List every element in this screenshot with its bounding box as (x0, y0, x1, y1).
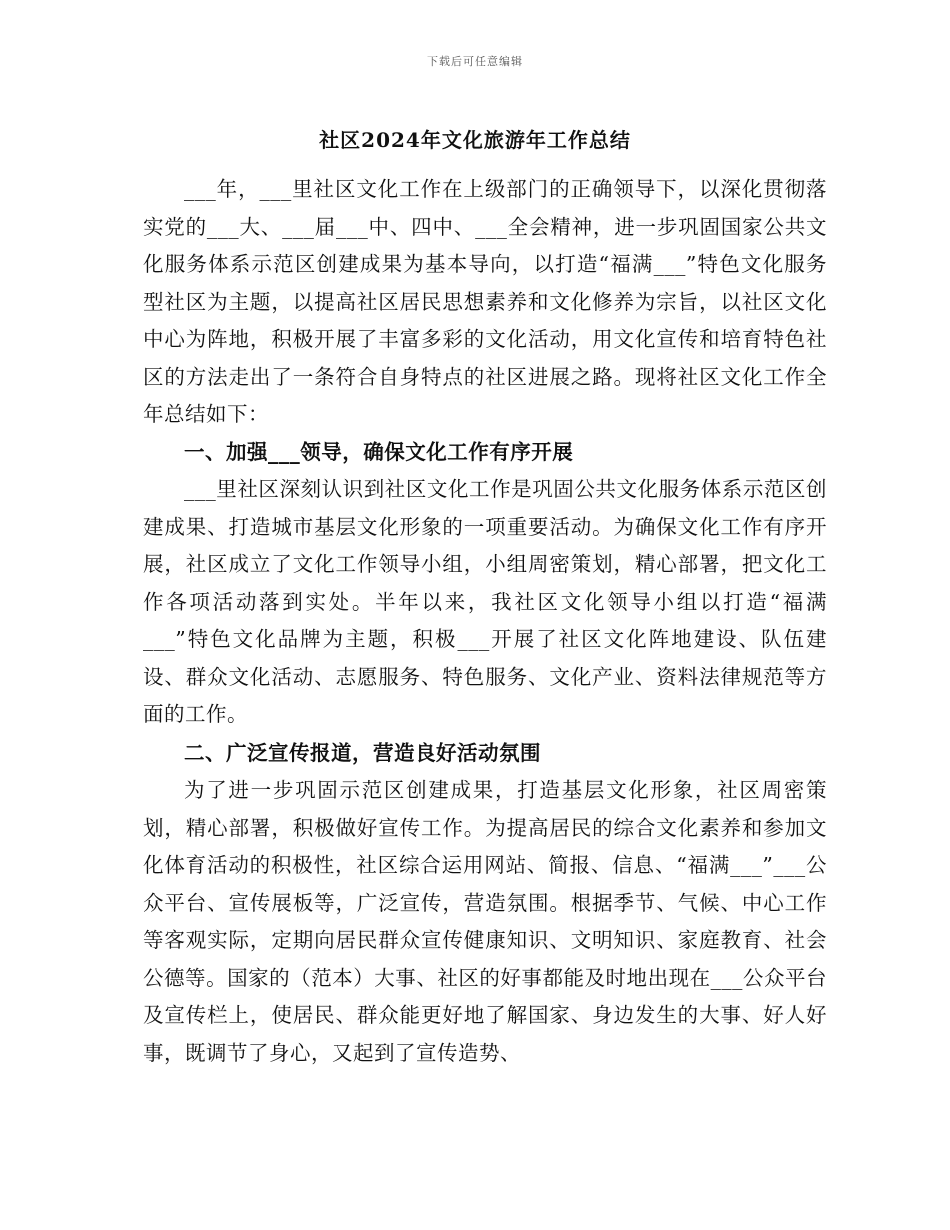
intro-paragraph: ___年，___里社区文化工作在上级部门的正确领导下，以深化贯彻落实党的___大、___届___中、四中、___全会精神，进一步巩固国家公共文化服务体系示范区创建成果为基本导向，以打造“福满___”特色文化服务型社区为主题，以提高社区居民思想素养和文化修养为宗旨，以社区文化中心为阵地，积极开展了丰富多彩的文化活动，用文化宣传和培育特色社区的方法走出了一条符合自身特点的社区进展之路。现将社区文化工作全年总结如下： (143, 177, 827, 426)
section-2-paragraph: 为了进一步巩固示范区创建成果，打造基层文化形象，社区周密策划，精心部署，积极做好宣传工作。为提高居民的综合文化素养和参加文化体育活动的积极性，社区综合运用网站、简报、信息、“福满___”___公众平台、宣传展板等，广泛宣传，营造氛围。根据季节、气候、中心工作等客观实际，定期向居民群众宣传健康知识、文明知识、家庭教育、社会公德等。国家的（范本）大事、社区的好事都能及时地出现在___公众平台及宣传栏上，使居民、群众能更好地了解国家、身边发生的大事、好人好事，既调节了身心，又起到了宣传造势、 (143, 778, 827, 1065)
section-1-heading: 一、加强___领导，确保文化工作有序开展 (184, 439, 574, 464)
document-title: 社区2024年文化旅游年工作总结 (319, 128, 631, 152)
section-2-heading: 二、广泛宣传报道，营造良好活动氛围 (184, 740, 541, 765)
header-note: 下载后可任意编辑 (427, 55, 523, 68)
document-body (143, 171, 827, 1072)
section-1-paragraph: ___里社区深刻认识到社区文化工作是巩固公共文化服务体系示范区创建成果、打造城市基层文化形象的一项重要活动。为确保文化工作有序开展，社区成立了文化工作领导小组，小组周密策划，精心部署，把文化工作各项活动落到实处。半年以来，我社区文化领导小组以打造“福满___”特色文化品牌为主题，积极___开展了社区文化阵地建设、队伍建设、群众文化活动、志愿服务、特色服务、文化产业、资料法律规范等方面的工作。 (143, 477, 827, 726)
